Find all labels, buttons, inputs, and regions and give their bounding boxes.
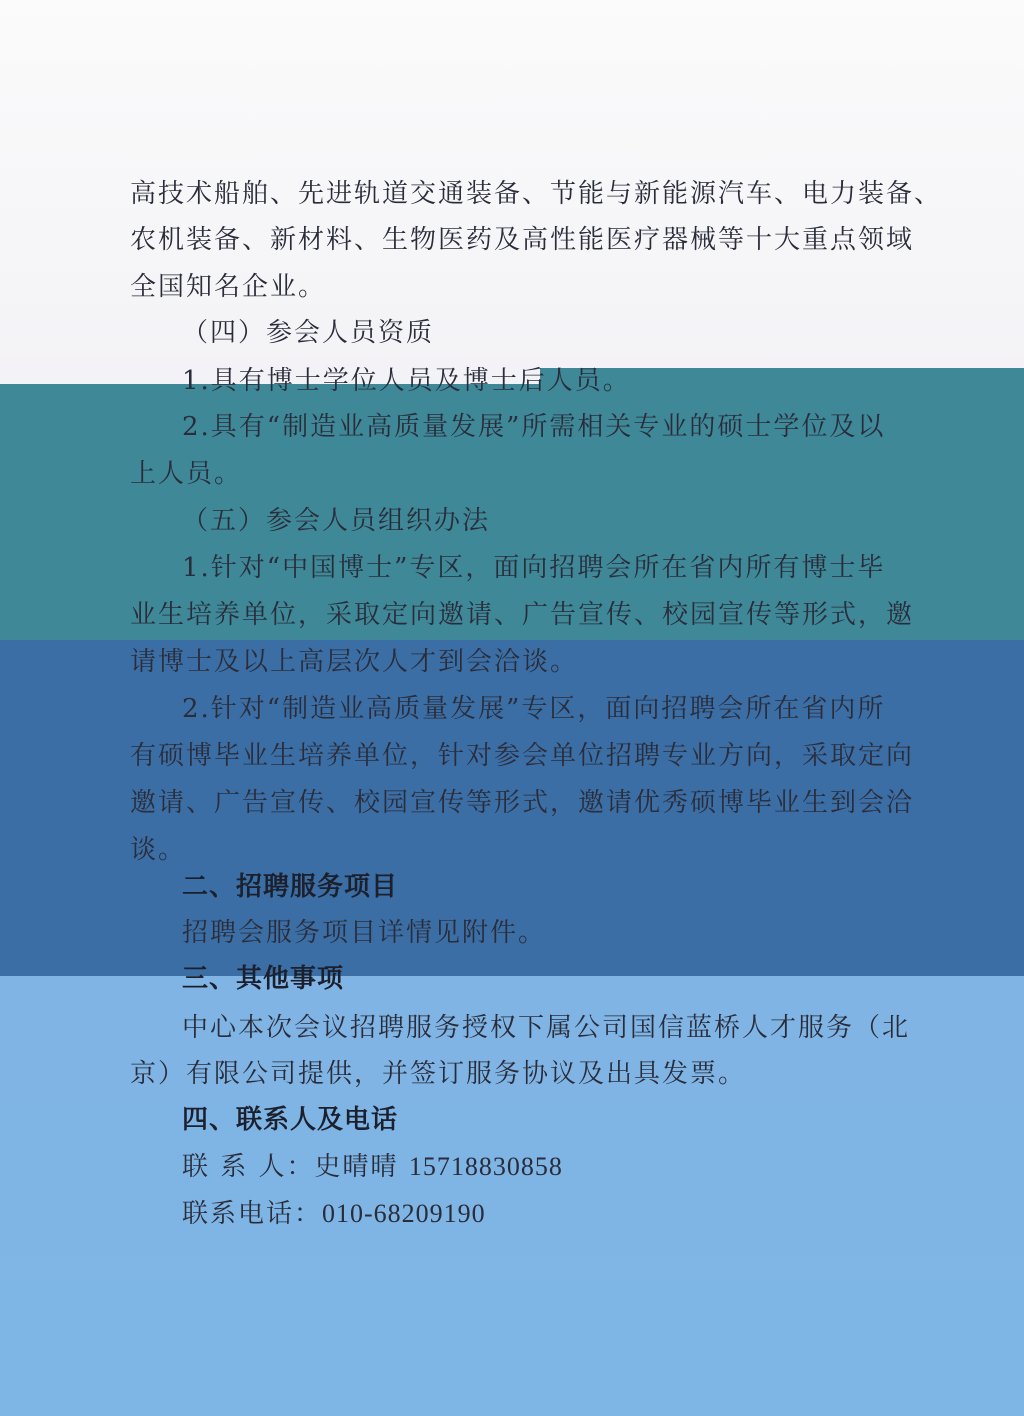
list-item: 2.具有“制造业高质量发展”所需相关专业的硕士学位及以 [182, 412, 886, 442]
section-subheading: （四）参会人员资质 [182, 318, 435, 348]
list-item-continuation: 业生培养单位，采取定向邀请、广告宣传、校园宣传等形式，邀 [130, 600, 915, 630]
list-item-continuation: 上人员。 [130, 459, 243, 489]
body-paragraph-line: 招聘会服务项目详情见附件。 [182, 918, 547, 948]
contact-phone-line [182, 1198, 486, 1230]
section-heading: 四、联系人及电话 [182, 1105, 399, 1135]
list-item-continuation: 邀请、广告宣传、校园宣传等形式，邀请优秀硕博毕业生到会洽 [130, 788, 915, 818]
contact-person-label: 联 系 人： [182, 1152, 315, 1182]
section-subheading: （五）参会人员组织办法 [182, 506, 491, 536]
body-paragraph-line: 中心本次会议招聘服务授权下属公司国信蓝桥人才服务（北 [182, 1013, 911, 1043]
body-paragraph-line: 高技术船舶、先进轨道交通装备、节能与新能源汽车、电力装备、 [130, 179, 943, 209]
list-item: 1.具有博士学位人员及博士后人员。 [182, 366, 631, 396]
body-paragraph-line: 农机装备、新材料、生物医药及高性能医疗器械等十大重点领域 [130, 225, 915, 255]
list-item: 2.针对“制造业高质量发展”专区，面向招聘会所在省内所 [182, 694, 886, 724]
list-item: 1.针对“中国博士”专区，面向招聘会所在省内所有博士毕 [182, 553, 886, 583]
body-paragraph-line: 京）有限公司提供，并签订服务协议及出具发票。 [130, 1059, 747, 1089]
body-paragraph-line: 全国知名企业。 [130, 272, 327, 302]
contact-person-phone: 15718830858 [408, 1152, 563, 1181]
contact-phone-label: 联系电话： [182, 1199, 323, 1229]
section-heading: 二、招聘服务项目 [182, 872, 399, 902]
list-item-continuation: 请博士及以上高层次人才到会洽谈。 [130, 647, 579, 677]
contact-person-name: 史晴晴 [314, 1152, 399, 1182]
contact-person-line [182, 1151, 563, 1183]
list-item-continuation: 有硕博毕业生培养单位，针对参会单位招聘专业方向，采取定向 [130, 741, 915, 771]
section-heading: 三、其他事项 [182, 964, 345, 994]
contact-phone-value: 010-68209190 [322, 1199, 486, 1228]
list-item-continuation: 谈。 [130, 835, 187, 865]
